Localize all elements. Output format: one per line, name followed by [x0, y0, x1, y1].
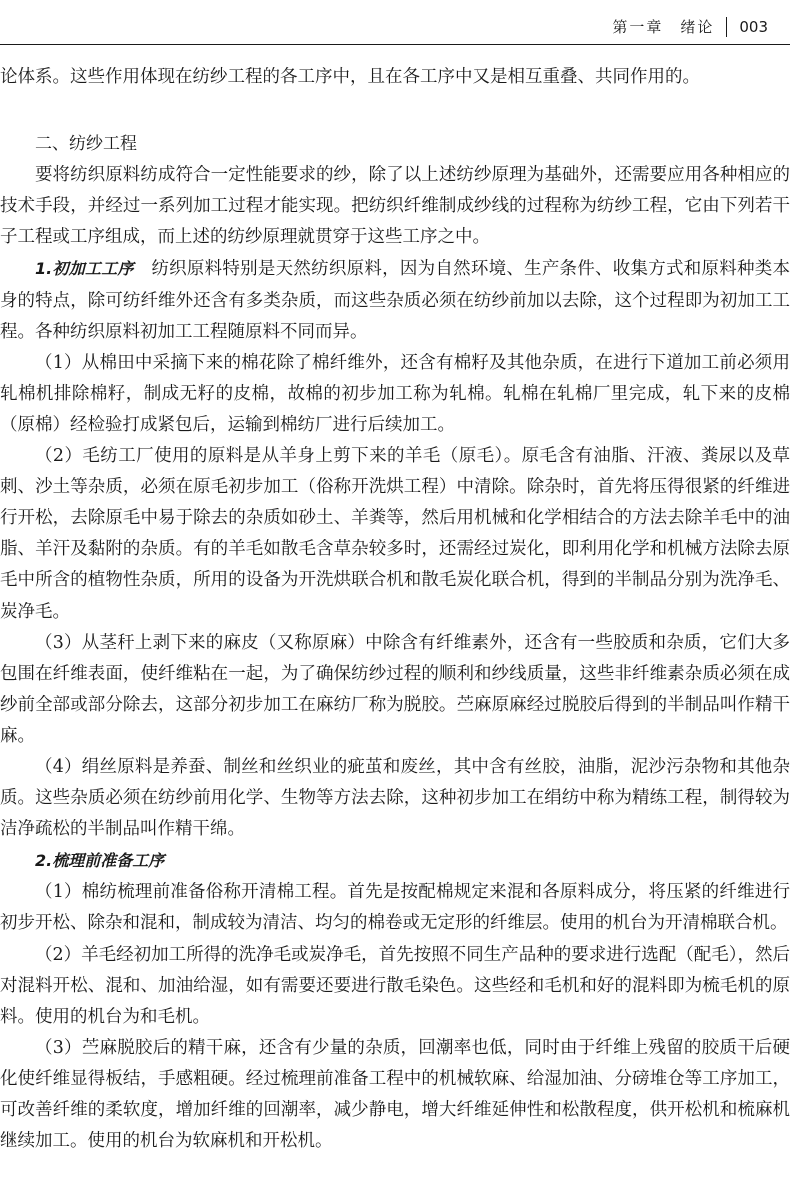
subsection-1-number: 1. — [35, 259, 53, 279]
list-item: （2）羊毛经初加工所得的洗净毛或炭净毛，首先按照不同生产品种的要求进行选配（配毛），然后对混料开松、混和、加油给湿，如有需要还要进行散毛染色。这些经和毛机和好的混料即为梳毛机的原料。使用的机台为和毛机。 — [0, 944, 790, 1027]
section-intro: 要将纺织原料纺成符合一定性能要求的纱，除了以上述纺纱原理为基础外，还需要应用各种相应的技术手段，并经过一系列加工过程才能实现。把纺织纤维制成纱线的过程称为纺纱工程，它由下列若干子工程或工序组成，而上述的纺纱原理就贯穿于这些工序之中。 — [0, 165, 790, 248]
subsection-2-title: 梳理前准备工序 — [52, 851, 165, 871]
subsection-2 — [0, 845, 790, 877]
running-header — [612, 16, 768, 37]
list-item: （4）绢丝原料是养蚕、制丝和丝织业的疵茧和废丝，其中含有丝胶，油脂，泥沙污杂物和其他杂质。这些杂质必须在纺纱前用化学、生物等方法去除，这种初步加工在绢纺中称为精练工程，制得较为洁净疏松的半制品叫作精干绵。 — [0, 756, 790, 840]
header-rule — [0, 44, 790, 45]
page-body — [0, 62, 790, 1157]
subsection-1-text: 纺织原料特别是天然纺织原料，因为自然环境、生产条件、收集方式和原料种类本身的特点，除可纺纤维外还含有多类杂质，而这些杂质必须在纺纱前加以去除，这个过程即为初加工工程。各种纺织原料初加工工程随原料不同而异。 — [0, 259, 790, 342]
list-item: （1）从棉田中采摘下来的棉花除了棉纤维外，还含有棉籽及其他杂质，在进行下道加工前必须用轧棉机排除棉籽，制成无籽的皮棉，故棉的初步加工称为轧棉。轧棉在轧棉厂里完成，轧下来的皮棉（原棉）经检验打成紧包后，运输到棉纺厂进行后续加工。 — [0, 352, 790, 435]
subsection-1 — [0, 253, 790, 347]
list-item: （1）棉纺梳理前准备俗称开清棉工程。首先是按配棉规定来混和各原料成分，将压紧的纤维进行初步开松、除杂和混和，制成较为清洁、均匀的棉卷或无定形的纤维层。使用的机台为开清棉联合机。 — [0, 882, 790, 934]
paragraph-continuation: 论体系。这些作用体现在纺纱工程的各工序中，且在各工序中又是相互重叠、共同作用的。 — [0, 67, 700, 87]
subsection-2-number: 2. — [35, 851, 53, 871]
list-item: （2）毛纺工厂使用的原料是从羊身上剪下来的羊毛（原毛）。原毛含有油脂、汗液、粪尿以及草刺、沙土等杂质，必须在原毛初步加工（俗称开洗烘工程）中清除。除杂时，首先将压得很紧的纤维进行开松，去除原毛中易于除去的杂质如砂土、羊粪等，然后用机械和化学相结合的方法去除羊毛中的油脂、羊汗及黏附的杂质。有的羊毛如散毛含草杂较多时，还需经过炭化，即利用化学和机械方法除去原毛中所含的植物性杂质，所用的设备为开洗烘联合机和散毛炭化联合机，得到的半制品分别为洗净毛、炭净毛。 — [0, 446, 790, 622]
header-separator — [726, 17, 727, 37]
list-item: （3）从茎秆上剥下来的麻皮（又称原麻）中除含有纤维素外，还含有一些胶质和杂质，它们大多包围在纤维表面，使纤维粘在一起，为了确保纺纱过程的顺利和纱线质量，这些非纤维素杂质必须在成纱前全部或部分除去，这部分初步加工在麻纺厂称为脱胶。苎麻原麻经过脱胶后得到的半制品叫作精干麻。 — [0, 632, 790, 746]
list-item: （3）苎麻脱胶后的精干麻，还含有少量的杂质，回潮率也低，同时由于纤维上残留的胶质干后硬化使纤维显得板结，手感粗硬。经过梳理前准备工程中的机械软麻、给湿加油、分磅堆仓等工序加工，可改善纤维的柔软度，增加纤维的回潮率，减少静电，增大纤维延伸性和松散程度，供开松机和梳麻机继续加工。使用的机台为软麻机和开松机。 — [0, 1037, 790, 1152]
subsection-1-title: 初加工工序 — [52, 259, 134, 279]
chapter-title: 第一章 绪论 — [612, 18, 715, 36]
page-number: 003 — [739, 17, 768, 36]
section-heading: 二、纺纱工程 — [35, 134, 137, 155]
